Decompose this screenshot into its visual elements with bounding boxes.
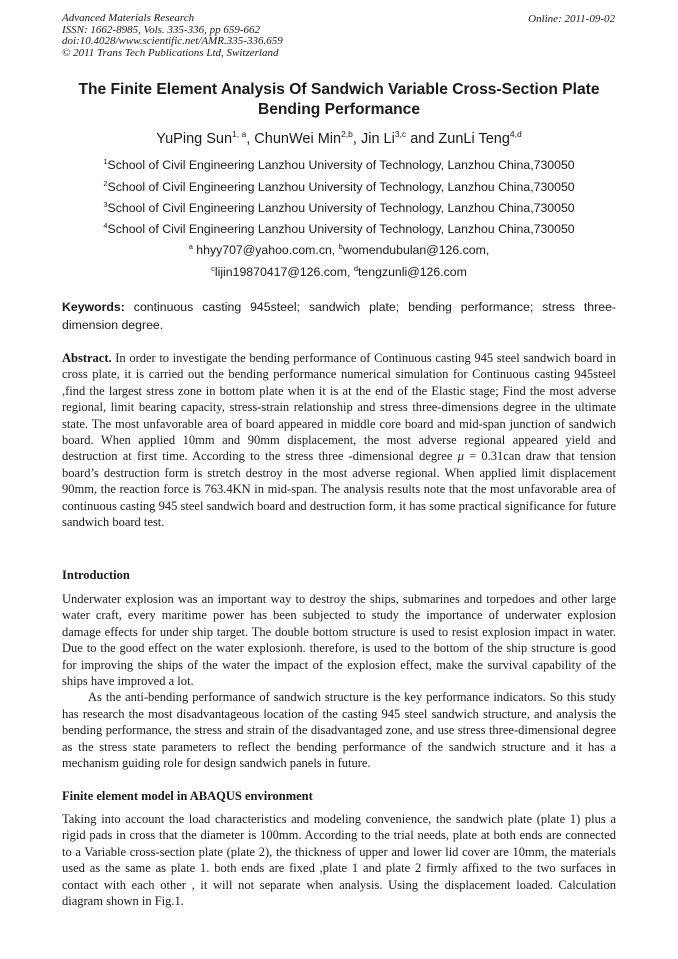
affiliation-num: 2 [103,179,108,188]
author-3: Jin Li [360,131,395,147]
online-date: Online: 2011-09-02 [528,13,615,25]
fem-paragraph-1: Taking into account the load characteristics and modeling convenience, the sandwich plate (plate 1) plus a rigid pads in cross that the diameter is 100mm. According to the trial needs, plate at both ends are connected to a Variable cross-section plate (plate 2), the thickness of upper and lower lid cover are 10mm, the materials used as the same as plate 1. both ends are fixed ,plate 1 and plate 2 firmly affixed to the two surfaces in contact with each other , it will not separate when analysis. Using the displacement loaded. Calculation diagram shown in Fig.1. [62,812,616,909]
keywords [62,298,616,334]
author-4-sup: 4,d [509,129,522,139]
affiliation-text: School of Civil Engineering Lanzhou University of Technology, Lanzhou China,730050 [107,180,575,194]
keywords-label: Keywords: [62,300,125,314]
introduction-paragraph-2: As the anti-bending performance of sandwich structure is the key performance indicators. So this study has research the most disadvantageous location of the casting 945 steel sandwich structure, and analysis the bending performance, the stress and strain of the disadvantaged zone, and use stress three-dimensional degree as the stress state parameters to reflect the bending performance of the sandwich structure and it has a mechanism guiding role for design sandwich panels in future. [62,690,616,771]
affiliation-2 [62,179,616,194]
abstract-text-2: can draw that tension board’s destruction form is stretch destroy in the most adverse regional. When applied limit displacement 90mm, the reaction force is 763.4KN in mid-span. The analysis results note that the most unfavorable area of continuous casting 945 steel sandwich board and destruction form, it has some practical significance for future sandwich board test. [62,449,616,530]
author-3-sup: 3,c [394,129,407,139]
email-d: tengzunli@126.com [358,265,467,279]
affiliation-text: School of Civil Engineering Lanzhou University of Technology, Lanzhou China,730050 [107,158,575,172]
paper-title [62,80,616,120]
author-4: ZunLi Teng [438,131,510,147]
email-sup: d [353,264,358,273]
fem-body [62,811,616,909]
author-1: YuPing Sun [156,131,233,147]
mu-symbol: μ [457,449,464,464]
affiliation-num: 4 [103,221,108,230]
introduction-heading: Introduction [62,568,130,582]
mu-value: = 0.31 [463,449,504,464]
introduction-paragraph-1: Underwater explosion was an important way to destroy the ships, submarines and torpedoes and other large water craft, every maritime power has been subjected to study the importance of underwater explosion damage effects for under ship target. The double bottom structure is used to resist explosion impact in water. Due to the good effect on the water explosionh. therefore, is used to the bottom of the ship structure is good for improving the ships of the water the impact of the explosion effect, make the survival capability of the ships have improved a lot. [62,592,616,689]
author-sep: , [352,131,361,147]
email-sup: a [188,242,193,251]
affiliation-num: 1 [103,157,108,166]
journal-name: Advanced Materials Research [62,12,195,24]
abstract-text-1: In order to investigate the bending performance of Continuous casting 945 steel sandwich board in cross plate, it is carried out the bending performance numerical simulation for Continuous casting 945steel ,find the largest stress zone in bottom plate when it is at the end of the Elastic stage; Find the most adverse regional, limit bearing capacity, stress-strain relationship and stress three-dimensions degree in the ultimate state. The most unfavorable area of board appeared in middle core board and mid-span junction of sandwich board. When applied 10mm and 90mm displacement, the most adverse regional appeared yield and destruction at first time. According to the stress three -dimensional degree [62,351,616,464]
email-line-1 [62,242,616,257]
email-c: lijin19870417@126.com, [214,265,354,279]
affiliation-text: School of Civil Engineering Lanzhou University of Technology, Lanzhou China,730050 [107,201,575,215]
affiliation-text: School of Civil Engineering Lanzhou University of Technology, Lanzhou China,730050 [107,222,575,236]
email-a: hhyy707@yahoo.com.cn, [196,243,339,257]
email-b: womendubulan@126.com, [342,243,490,257]
email-sup: b [338,242,343,251]
author-2-sup: 2,b [341,129,353,139]
issn-line: ISSN: 1662-8985, Vols. 335-336, pp 659-662 [62,23,260,36]
affiliation-1 [62,157,616,172]
keywords-text: continuous casting 945steel; sandwich plate; bending performance; stress three-dimension degree. [62,300,616,332]
affiliation-3 [62,200,616,215]
author-2: ChunWei Min [254,131,342,147]
fem-heading: Finite element model in ABAQUS environment [62,789,313,803]
email-sup: c [211,264,215,273]
introduction-body [62,591,616,771]
author-list [62,129,616,147]
doi-line: doi:10.4028/www.scientific.net/AMR.335-336.659 [62,35,283,48]
journal-header [62,13,283,59]
copyright-line: © 2011 Trans Tech Publications Ltd, Switzerland [62,46,279,59]
title-line-2: Bending Performance [257,101,421,118]
abstract-label: Abstract. [62,351,112,365]
email-line-2 [62,264,616,279]
abstract [62,350,616,530]
author-1-sup: 1, a [232,129,247,139]
affiliation-4 [62,221,616,236]
affiliation-num: 3 [103,200,108,209]
author-sep: and [406,131,439,147]
author-sep: , [246,131,255,147]
title-line-1: The Finite Element Analysis Of Sandwich Variable Cross-Section Plate [78,81,600,98]
